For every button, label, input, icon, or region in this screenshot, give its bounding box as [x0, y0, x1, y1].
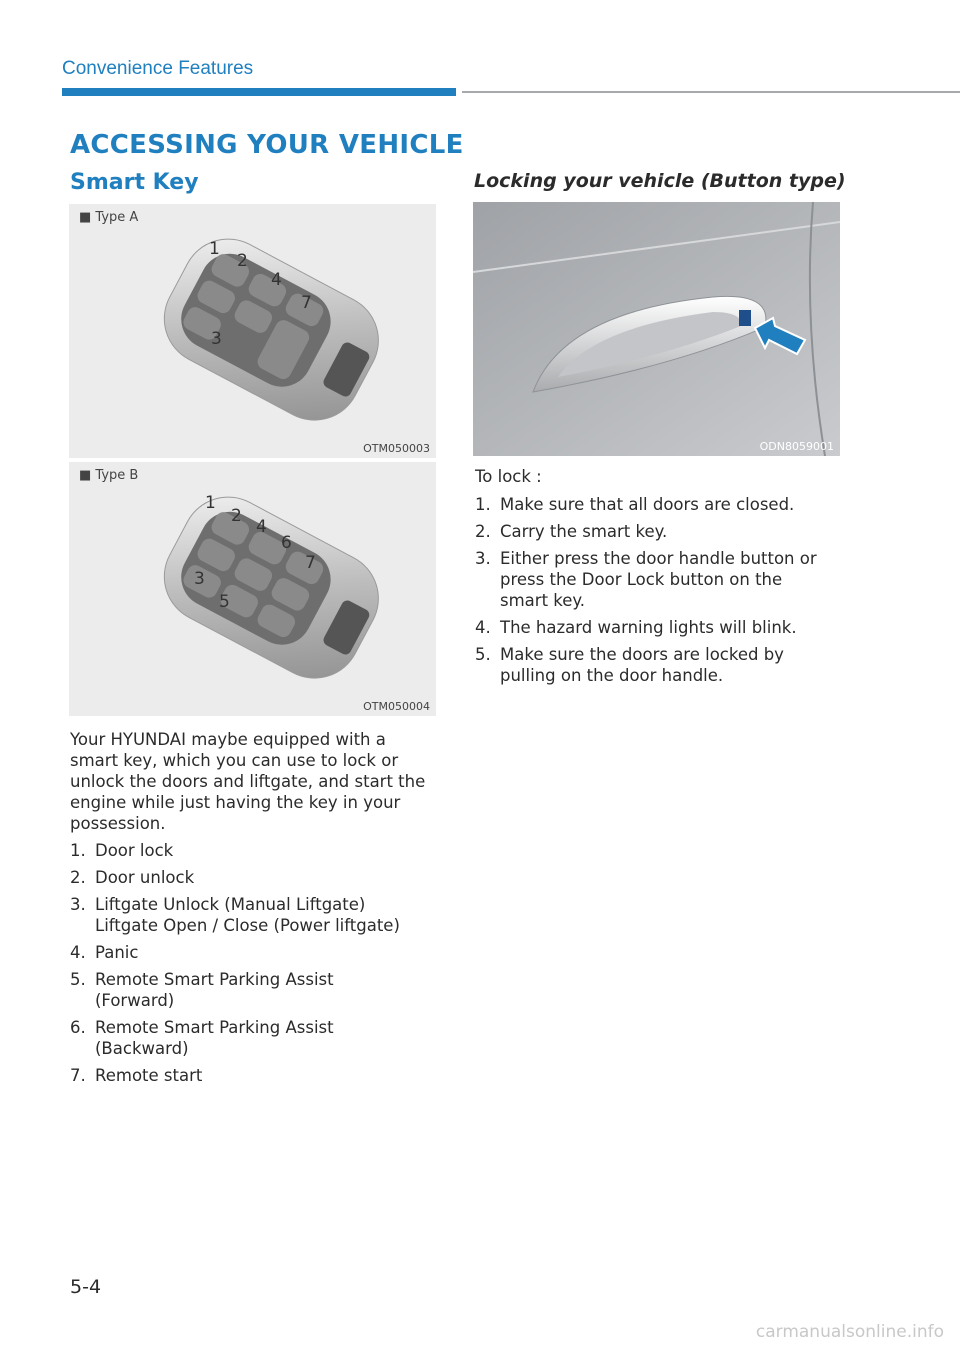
list-item: 2. Carry the smart key.	[475, 522, 668, 541]
door-handle-illustration	[473, 202, 840, 456]
list-item: 6. Remote Smart Parking Assist (Backward)	[70, 1018, 334, 1058]
list-item: 7. Remote start	[70, 1066, 203, 1085]
figure-type-b-code: OTM050004	[363, 700, 430, 713]
callout-4: 4	[256, 517, 267, 537]
header-rule	[462, 91, 960, 93]
smart-key-button-list	[70, 840, 432, 1092]
callout-1: 1	[205, 493, 216, 513]
figure-type-a-code: OTM050003	[363, 442, 430, 455]
watermark: carmanualsonline.info	[755, 1322, 944, 1342]
list-item: 4. Panic	[70, 943, 139, 962]
callout-2: 2	[237, 251, 248, 271]
smart-key-intro: Your HYUNDAI maybe equipped with a smart key, which you can use to lock or unlock the doors and liftgate, and start the engine while just having the key in your possession.	[70, 730, 426, 833]
callout-3: 3	[194, 569, 205, 589]
to-lock-lead: To lock :	[475, 467, 542, 486]
list-item: 5. Make sure the doors are locked by pulling on the door handle.	[475, 645, 784, 685]
list-item: 1. Door lock	[70, 841, 174, 860]
list-item: 1. Make sure that all doors are closed.	[475, 495, 795, 514]
figure-type-a	[69, 204, 436, 458]
smart-key-type-b-illustration	[69, 462, 436, 716]
page-number: 5-4	[70, 1276, 102, 1298]
figure-door-handle	[473, 202, 840, 456]
figure-type-a-label: ■ Type A	[79, 210, 139, 225]
callout-1: 1	[209, 239, 220, 259]
callout-6: 6	[281, 533, 292, 553]
locking-steps	[475, 494, 825, 692]
callout-7: 7	[305, 553, 316, 573]
figure-type-b	[69, 462, 436, 716]
locking-title: Locking your vehicle (Button type)	[474, 170, 846, 192]
callout-4: 4	[271, 270, 282, 290]
callout-5: 5	[219, 592, 230, 612]
callout-7: 7	[301, 293, 312, 313]
section-title: ACCESSING YOUR VEHICLE	[70, 130, 464, 160]
list-item: 3. Either press the door handle button or press the Door Lock button on the smart key.	[475, 549, 817, 610]
list-item: 2. Door unlock	[70, 868, 195, 887]
figure-type-b-label: ■ Type B	[79, 468, 139, 483]
smart-key-type-a-illustration	[69, 204, 436, 458]
header-bar	[62, 88, 456, 96]
callout-3: 3	[211, 329, 222, 349]
list-item: 3. Liftgate Unlock (Manual Liftgate) Liftgate Open / Close (Power liftgate)	[70, 895, 400, 935]
list-item: 5. Remote Smart Parking Assist (Forward)	[70, 970, 334, 1010]
callout-2: 2	[231, 506, 242, 526]
header-title: Convenience Features	[62, 58, 254, 79]
figure-door-handle-code: ODN8059001	[759, 440, 834, 453]
smart-key-title: Smart Key	[70, 170, 199, 195]
list-item: 4. The hazard warning lights will blink.	[475, 618, 797, 637]
